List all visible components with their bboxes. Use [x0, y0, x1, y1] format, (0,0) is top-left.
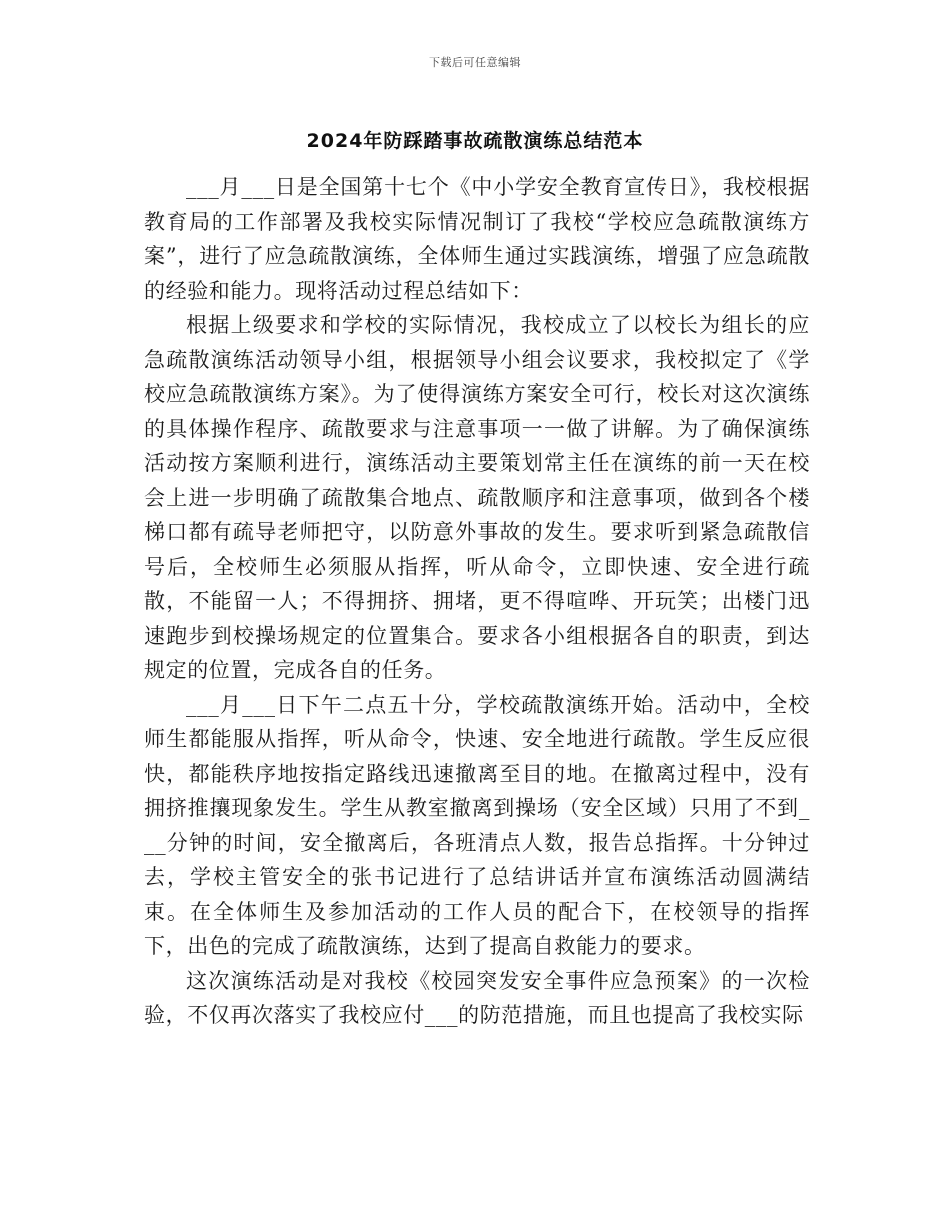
- document-title: 2024年防踩踏事故疏散演练总结范本: [306, 130, 644, 152]
- header-note: 下载后可任意编辑: [429, 56, 521, 69]
- paragraph-conclusion: 这次演练活动是对我校《校园突发安全事件应急预案》的一次检验，不仅再次落实了我校应付___的防范措施，而且也提高了我校实际: [144, 968, 810, 1027]
- paragraph-intro: ___月___日是全国第十七个《中小学安全教育宣传日》，我校根据教育局的工作部署及我校实际情况制订了我校“学校应急疏散演练方案”，进行了应急疏散演练，全体师生通过实践演练，增强了应急疏散的经验和能力。现将活动过程总结如下：: [144, 175, 810, 303]
- document-body: [144, 170, 810, 1033]
- paragraph-drill-process: ___月___日下午二点五十分，学校疏散演练开始。活动中，全校师生都能服从指挥，听从命令，快速、安全地进行疏散。学生反应很快，都能秩序地按指定路线迅速撤离至目的地。在撤离过程中，没有拥挤推攘现象发生。学生从教室撤离到操场（安全区域）只用了不到___分钟的时间，安全撤离后，各班清点人数，报告总指挥。十分钟过去，学校主管安全的张书记进行了总结讲话并宣布演练活动圆满结束。在全体师生及参加活动的工作人员的配合下，在校领导的指挥下，出色的完成了疏散演练，达到了提高自救能力的要求。: [144, 692, 810, 958]
- paragraph-organization: 根据上级要求和学校的实际情况，我校成立了以校长为组长的应急疏散演练活动领导小组，根据领导小组会议要求，我校拟定了《学校应急疏散演练方案》。为了使得演练方案安全可行，校长对这次演练的具体操作程序、疏散要求与注意事项一一做了讲解。为了确保演练活动按方案顺利进行，演练活动主要策划常主任在演练的前一天在校会上进一步明确了疏散集合地点、疏散顺序和注意事项，做到各个楼梯口都有疏导老师把守，以防意外事故的发生。要求听到紧急疏散信号后，全校师生必须服从指挥，听从命令，立即快速、安全进行疏散，不能留一人；不得拥挤、拥堵，更不得喧哗、开玩笑；出楼门迅速跑步到校操场规定的位置集合。要求各小组根据各自的职责，到达规定的位置，完成各自的任务。: [144, 313, 810, 682]
